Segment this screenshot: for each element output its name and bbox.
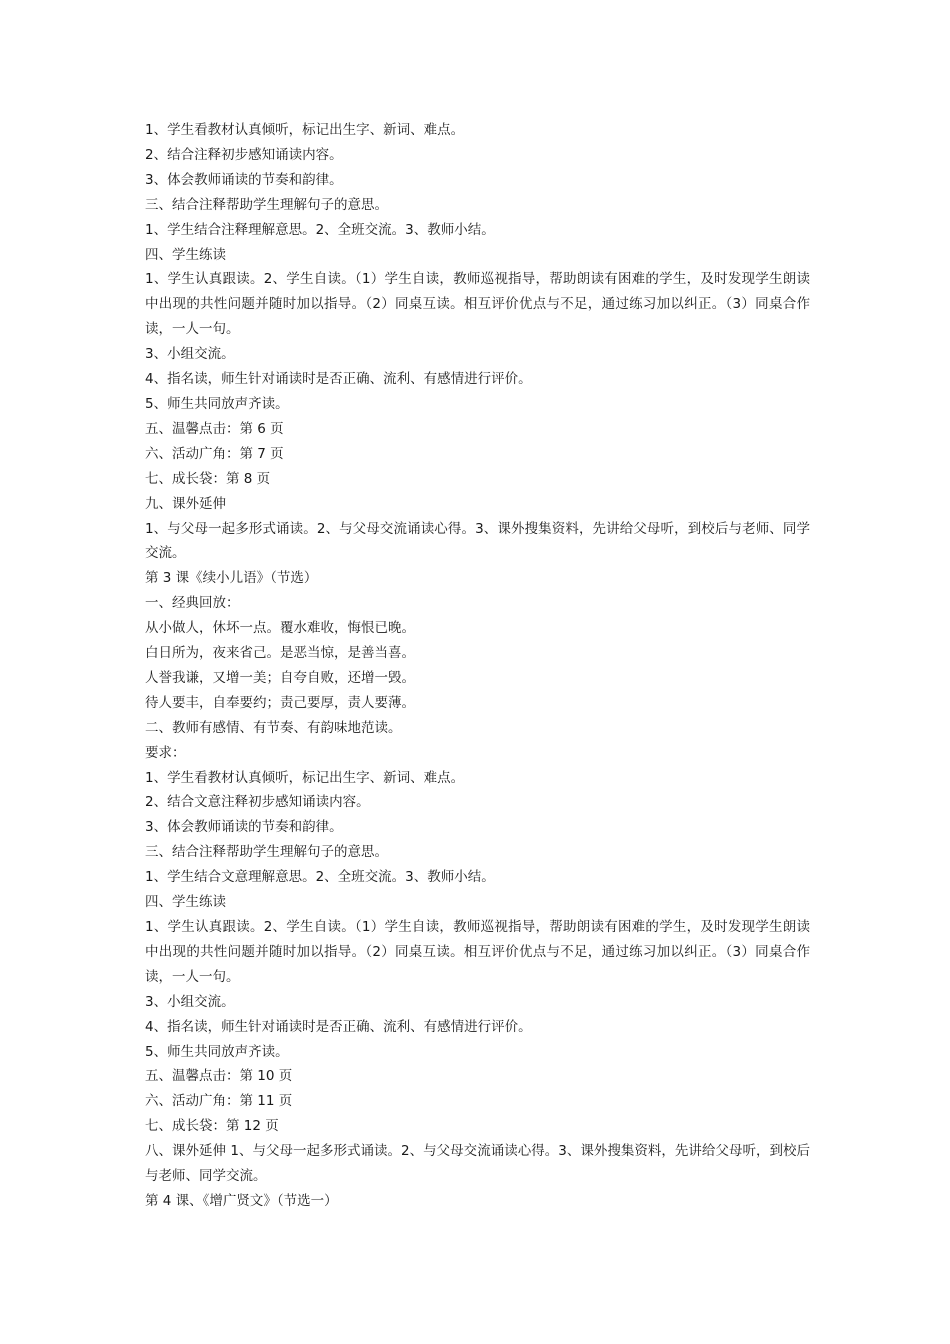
section-heading: 三、结合注释帮助学生理解句子的意思。 bbox=[145, 844, 388, 861]
paragraph: 5、师生共同放声齐读。 bbox=[145, 1043, 289, 1060]
section-heading: 六、活动广角：第 7 页 bbox=[145, 445, 284, 462]
paragraph: 5、师生共同放声齐读。 bbox=[145, 395, 289, 412]
verse-line: 待人要丰，自奉要约；责己要厚，责人要薄。 bbox=[145, 694, 415, 711]
verse-line: 从小做人，休坏一点。覆水难收，悔恨已晚。 bbox=[145, 620, 415, 637]
paragraph: 要求： bbox=[145, 744, 186, 761]
paragraph: 2、结合注释初步感知诵读内容。 bbox=[145, 146, 343, 163]
paragraph: 2、结合文意注释初步感知诵读内容。 bbox=[145, 794, 370, 811]
paragraph: 4、指名读，师生针对诵读时是否正确、流利、有感情进行评价。 bbox=[145, 371, 532, 388]
paragraph: 1、与父母一起多形式诵读。2、与父母交流诵读心得。3、课外搜集资料，先讲给父母听，到校后与老师、同学交流。 bbox=[145, 520, 810, 562]
lesson-title: 第 3 课《续小儿语》（节选） bbox=[145, 570, 318, 587]
section-heading: 四、学生练读 bbox=[145, 894, 226, 911]
paragraph: 1、学生结合文意理解意思。2、全班交流。3、教师小结。 bbox=[145, 869, 495, 886]
paragraph: 八、课外延伸 1、与父母一起多形式诵读。2、与父母交流诵读心得。3、课外搜集资料，先讲给父母听，到校后与老师、同学交流。 bbox=[145, 1143, 810, 1185]
section-heading: 一、经典回放： bbox=[145, 595, 240, 612]
paragraph: 3、体会教师诵读的节奏和韵律。 bbox=[145, 819, 343, 836]
paragraph: 4、指名读，师生针对诵读时是否正确、流利、有感情进行评价。 bbox=[145, 1018, 532, 1035]
paragraph: 1、学生看教材认真倾听，标记出生字、新词、难点。 bbox=[145, 122, 465, 138]
verse-line: 人誉我谦，又增一美；自夸自败，还增一毁。 bbox=[145, 669, 415, 686]
section-heading: 六、活动广角：第 11 页 bbox=[145, 1093, 293, 1110]
lesson-title: 第 4 课、《增广贤文》（节选一） bbox=[145, 1192, 338, 1209]
paragraph: 3、体会教师诵读的节奏和韵律。 bbox=[145, 171, 343, 188]
section-heading: 三、结合注释帮助学生理解句子的意思。 bbox=[145, 196, 388, 213]
paragraph: 1、学生认真跟读。2、学生自读。（1）学生自读，教师巡视指导，帮助朗读有困难的学生，及时发现学生朗读中出现的共性问题并随时加以指导。（2）同桌互读。相互评价优点与不足，通过练习加以纠正。（3）同桌合作读，一人一句。 bbox=[145, 919, 810, 985]
paragraph: 1、学生结合注释理解意思。2、全班交流。3、教师小结。 bbox=[145, 221, 495, 238]
paragraph: 3、小组交流。 bbox=[145, 346, 235, 363]
section-heading: 七、成长袋：第 12 页 bbox=[145, 1118, 279, 1135]
paragraph: 1、学生认真跟读。2、学生自读。（1）学生自读，教师巡视指导，帮助朗读有困难的学生，及时发现学生朗读中出现的共性问题并随时加以指导。（2）同桌互读。相互评价优点与不足，通过练习加以纠正。（3）同桌合作读，一人一句。 bbox=[145, 271, 810, 338]
section-heading: 九、课外延伸 bbox=[145, 495, 226, 512]
section-heading: 五、温馨点击：第 10 页 bbox=[145, 1068, 293, 1085]
section-heading: 二、教师有感情、有节奏、有韵味地范读。 bbox=[145, 719, 402, 736]
paragraph: 3、小组交流。 bbox=[145, 993, 235, 1010]
document-body bbox=[145, 118, 810, 1214]
section-heading: 七、成长袋：第 8 页 bbox=[145, 470, 271, 487]
section-heading: 四、学生练读 bbox=[145, 246, 226, 263]
section-heading: 五、温馨点击：第 6 页 bbox=[145, 420, 284, 437]
verse-line: 白日所为，夜来省己。是恶当惊，是善当喜。 bbox=[145, 645, 415, 662]
paragraph: 1、学生看教材认真倾听，标记出生字、新词、难点。 bbox=[145, 769, 465, 786]
